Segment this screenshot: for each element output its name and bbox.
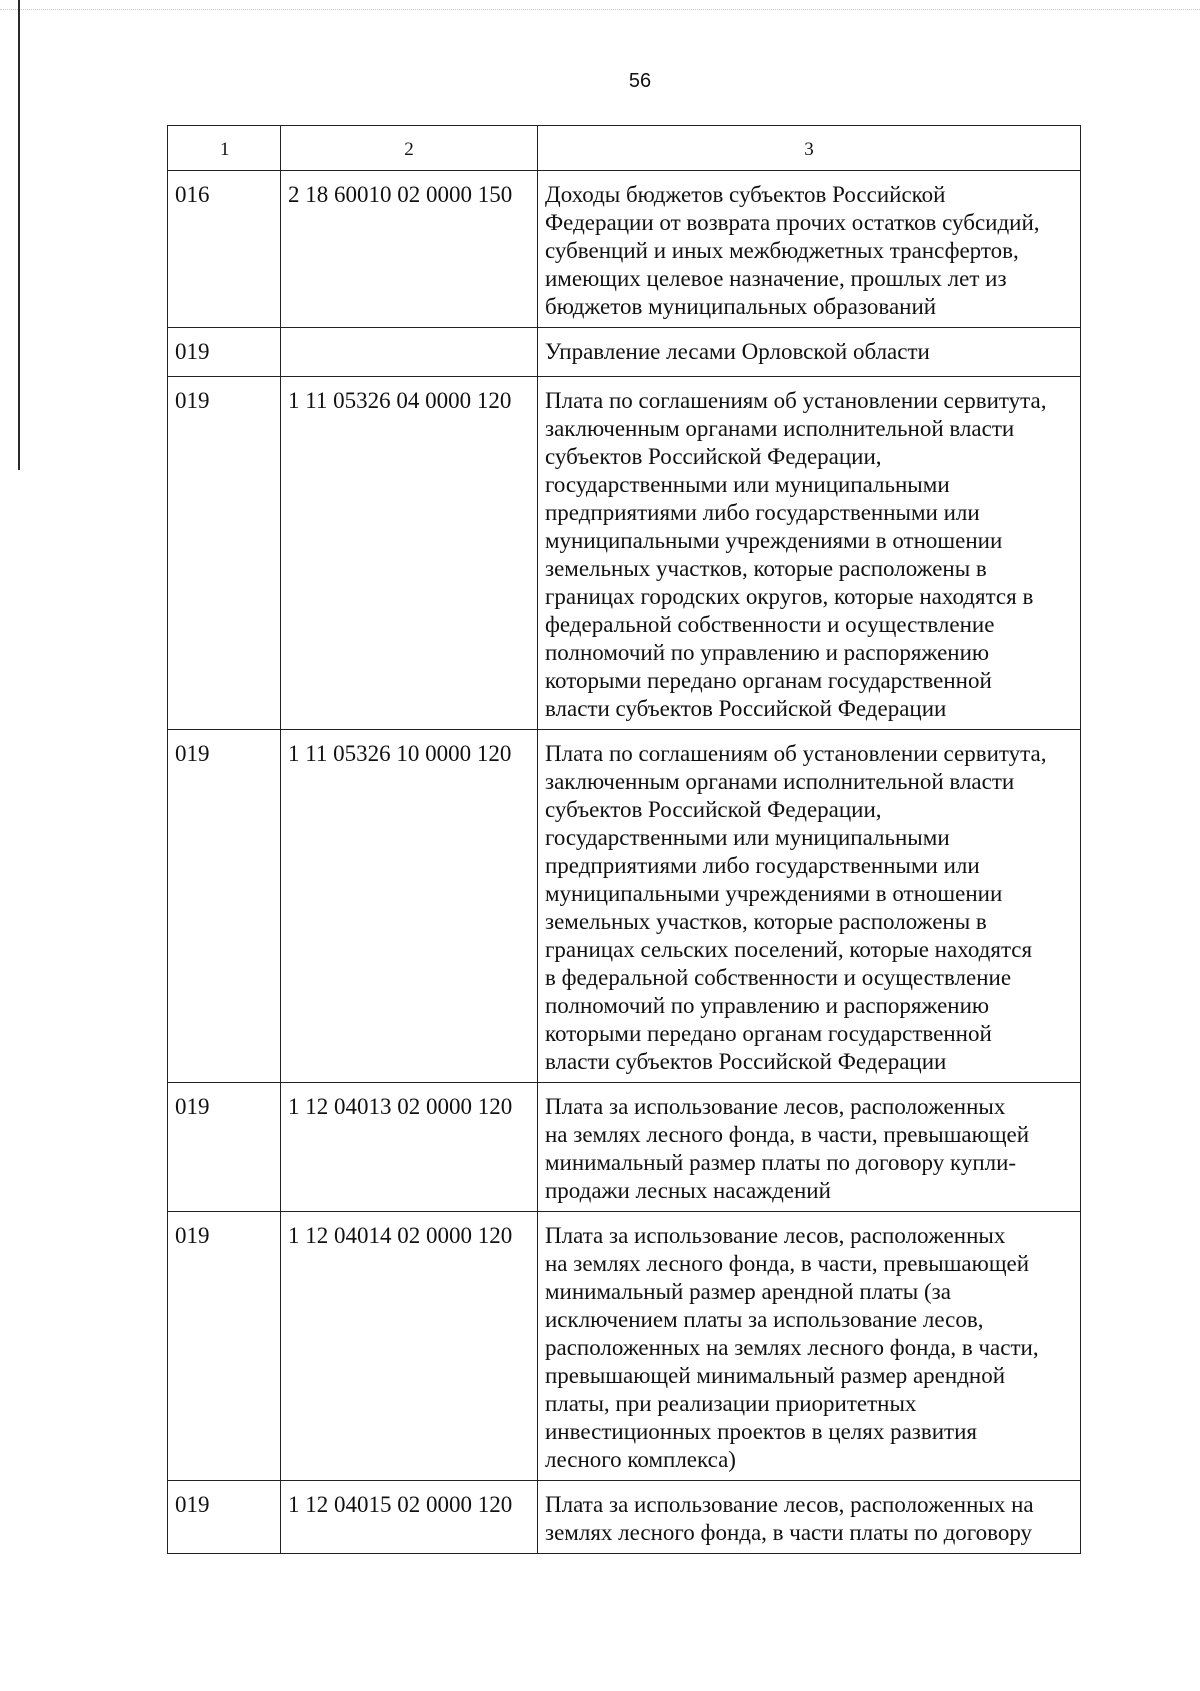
table-row (168, 1212, 1081, 1481)
revenue-codes-table (167, 125, 1081, 1554)
kbk-code-cell: 2 18 60010 02 0000 150 (281, 171, 538, 328)
table-row (168, 730, 1081, 1083)
admin-code-cell: 019 (168, 328, 281, 377)
admin-code-cell: 019 (168, 730, 281, 1083)
header-col-1: 1 (168, 126, 281, 171)
table-row (168, 1083, 1081, 1212)
table-row (168, 171, 1081, 328)
revenue-name-cell: Плата по соглашениям об установлении сервитута, заключенным органами исполнительной власти субъектов Российской Федерации, государственными или муниципальными предприятиями либо государственными или муниципальными учреждениями в отношении земельных участков, которые расположены в границах городских округов, которые находятся в федеральной собственности и осуществление полномочий по управлению и распоряжению которыми передано органам государственной власти субъектов Российской Федерации (538, 377, 1081, 730)
kbk-code-cell: 1 12 04015 02 0000 120 (281, 1481, 538, 1554)
revenue-name-cell: Доходы бюджетов субъектов Российской Федерации от возврата прочих остатков субсидий, субвенций и иных межбюджетных трансфертов, имеющих целевое назначение, прошлых лет из бюджетов муниципальных образований (538, 171, 1081, 328)
admin-code-cell: 019 (168, 377, 281, 730)
admin-code-cell: 019 (168, 1083, 281, 1212)
revenue-name-cell: Плата за использование лесов, расположенных на землях лесного фонда, в части, превышающей минимальный размер платы по договору купли- продажи лесных насаждений (538, 1083, 1081, 1212)
revenue-name-cell: Плата за использование лесов, расположенных на землях лесного фонда, в части платы по договору (538, 1481, 1081, 1554)
table-row-department (168, 328, 1081, 377)
admin-code-cell: 019 (168, 1212, 281, 1481)
revenue-name-cell: Плата за использование лесов, расположенных на землях лесного фонда, в части, превышающей минимальный размер арендной платы (за исключением платы за использование лесов, расположенных на землях лесного фонда, в части, превышающей минимальный размер арендной платы, при реализации приоритетных инвестиционных проектов в целях развития лесного комплекса) (538, 1212, 1081, 1481)
kbk-code-cell: 1 12 04014 02 0000 120 (281, 1212, 538, 1481)
admin-code-cell: 016 (168, 171, 281, 328)
table-row (168, 1481, 1081, 1554)
scan-top-edge (0, 0, 1200, 10)
department-name-cell: Управление лесами Орловской области (538, 328, 1081, 377)
kbk-code-cell: 1 12 04013 02 0000 120 (281, 1083, 538, 1212)
table-row (168, 377, 1081, 730)
kbk-code-cell: 1 11 05326 10 0000 120 (281, 730, 538, 1083)
kbk-code-cell: 1 11 05326 04 0000 120 (281, 377, 538, 730)
table-header-row (168, 126, 1081, 171)
kbk-code-cell (281, 328, 538, 377)
header-col-3: 3 (538, 126, 1081, 171)
page-number: 56 (628, 70, 652, 92)
admin-code-cell: 019 (168, 1481, 281, 1554)
header-col-2: 2 (281, 126, 538, 171)
revenue-name-cell: Плата по соглашениям об установлении сервитута, заключенным органами исполнительной власти субъектов Российской Федерации, государственными или муниципальными предприятиями либо государственными или муниципальными учреждениями в отношении земельных участков, которые расположены в границах сельских поселений, которые находятся в федеральной собственности и осуществление полномочий по управлению и распоряжению которыми передано органам государственной власти субъектов Российской Федерации (538, 730, 1081, 1083)
